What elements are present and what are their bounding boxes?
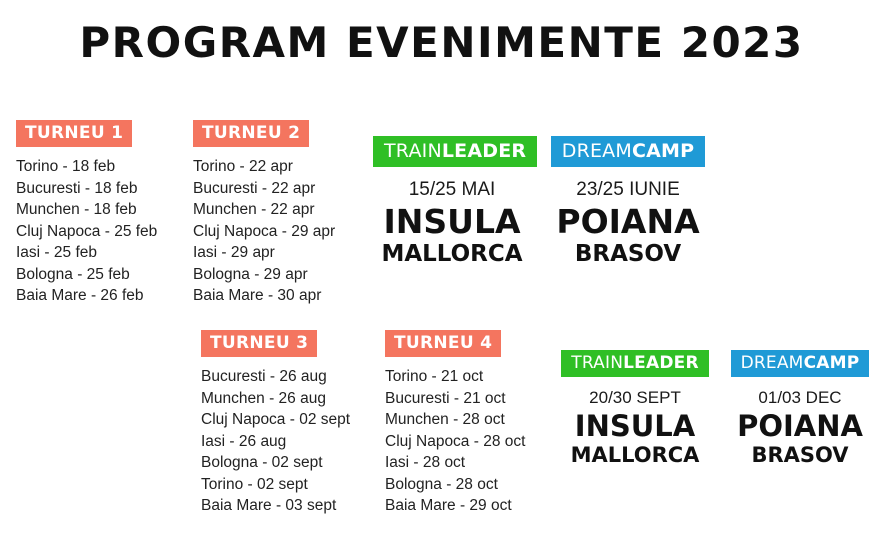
tour-date-item: Munchen - 26 aug: [201, 389, 326, 407]
tour-date-item: Iasi - 26 aug: [201, 432, 287, 450]
dreamcamp-logo-part2: CAMP: [803, 353, 860, 373]
event-block-trainleader-sept: [560, 350, 710, 468]
tour-date-item: Bologna - 25 feb: [16, 265, 130, 283]
tour-date-item: Iasi - 28 oct: [385, 454, 466, 471]
trainleader-logo-part1: TRAIN: [571, 353, 624, 373]
trainleader-logo: [561, 350, 709, 377]
tour-badge-1: TURNEU 1: [16, 120, 132, 147]
tour-date-item: Cluj Napoca - 28 oct: [385, 432, 526, 450]
trainleader-logo: [373, 136, 537, 167]
tour-dates-3: [201, 366, 350, 517]
tour-date-item: Cluj Napoca - 29 apr: [193, 222, 336, 240]
tour-dates-2: [193, 156, 335, 307]
event-place-line1: POIANA: [737, 409, 863, 443]
tour-date-item: Torino - 22 apr: [193, 158, 293, 175]
tour-block-3: [201, 330, 350, 517]
dreamcamp-logo-part1: DREAM: [561, 140, 632, 162]
tour-date-item: Bucuresti - 21 oct: [385, 389, 506, 407]
tour-date-item: Baia Mare - 29 oct: [385, 497, 512, 514]
tour-date-item: Baia Mare - 03 sept: [201, 497, 337, 514]
tour-date-item: Torino - 18 feb: [16, 158, 116, 175]
tour-block-4: [385, 330, 525, 517]
tour-date-item: Bologna - 02 sept: [201, 454, 323, 471]
event-place-line1: INSULA: [383, 202, 521, 241]
event-place-line1: INSULA: [574, 409, 696, 443]
event-place-line2: MALLORCA: [570, 443, 700, 467]
event-block-trainleader-mai: [373, 136, 531, 268]
dreamcamp-logo: [551, 136, 706, 167]
tour-date-item: Cluj Napoca - 02 sept: [201, 411, 351, 428]
tour-block-2: [193, 120, 335, 307]
tour-date-item: Bucuresti - 22 apr: [193, 179, 316, 197]
tour-date-item: Torino - 02 sept: [201, 475, 308, 493]
tour-block-1: [16, 120, 157, 307]
dreamcamp-logo: [731, 350, 870, 377]
tour-date-item: Baia Mare - 26 feb: [16, 287, 144, 304]
event-date: 23/25 IUNIE: [576, 179, 680, 200]
tour-date-item: Cluj Napoca - 25 feb: [16, 222, 158, 240]
tour-date-item: Bucuresti - 18 feb: [16, 179, 138, 197]
tour-date-item: Munchen - 28 oct: [385, 411, 505, 428]
event-date: 15/25 MAI: [408, 179, 496, 200]
event-place-line1: POIANA: [556, 202, 700, 241]
dreamcamp-logo-part2: CAMP: [631, 140, 695, 162]
tour-date-item: Munchen - 22 apr: [193, 201, 315, 218]
tour-date-item: Bucuresti - 26 aug: [201, 368, 327, 385]
tour-badge-3: TURNEU 3: [201, 330, 317, 357]
tour-date-item: Torino - 21 oct: [385, 368, 484, 385]
event-place-line2: BRASOV: [574, 241, 682, 267]
tour-date-item: Iasi - 25 feb: [16, 244, 97, 261]
tour-badge-2: TURNEU 2: [193, 120, 309, 147]
trainleader-logo-part2: LEADER: [441, 140, 527, 162]
event-date: 01/03 DEC: [758, 388, 842, 407]
dreamcamp-logo-part1: DREAM: [740, 353, 804, 373]
event-block-dreamcamp-iunie: [549, 136, 707, 268]
tour-dates-1: [16, 156, 157, 307]
page-title: PROGRAM EVENIMENTE 2023: [79, 18, 804, 67]
trainleader-logo-part2: LEADER: [623, 353, 699, 373]
event-place-line2: MALLORCA: [381, 241, 523, 267]
event-date: 20/30 SEPT: [589, 388, 681, 407]
tour-date-item: Iasi - 29 apr: [193, 244, 275, 261]
tour-dates-4: [385, 366, 525, 517]
event-place-line2: BRASOV: [751, 443, 849, 467]
trainleader-logo-part1: TRAIN: [384, 140, 442, 162]
tour-date-item: Bologna - 29 apr: [193, 265, 308, 283]
tour-badge-4: TURNEU 4: [385, 330, 501, 357]
event-block-dreamcamp-dec: [727, 350, 873, 468]
tour-date-item: Baia Mare - 30 apr: [193, 287, 322, 304]
tour-date-item: Munchen - 18 feb: [16, 201, 137, 218]
tour-date-item: Bologna - 28 oct: [385, 475, 498, 493]
